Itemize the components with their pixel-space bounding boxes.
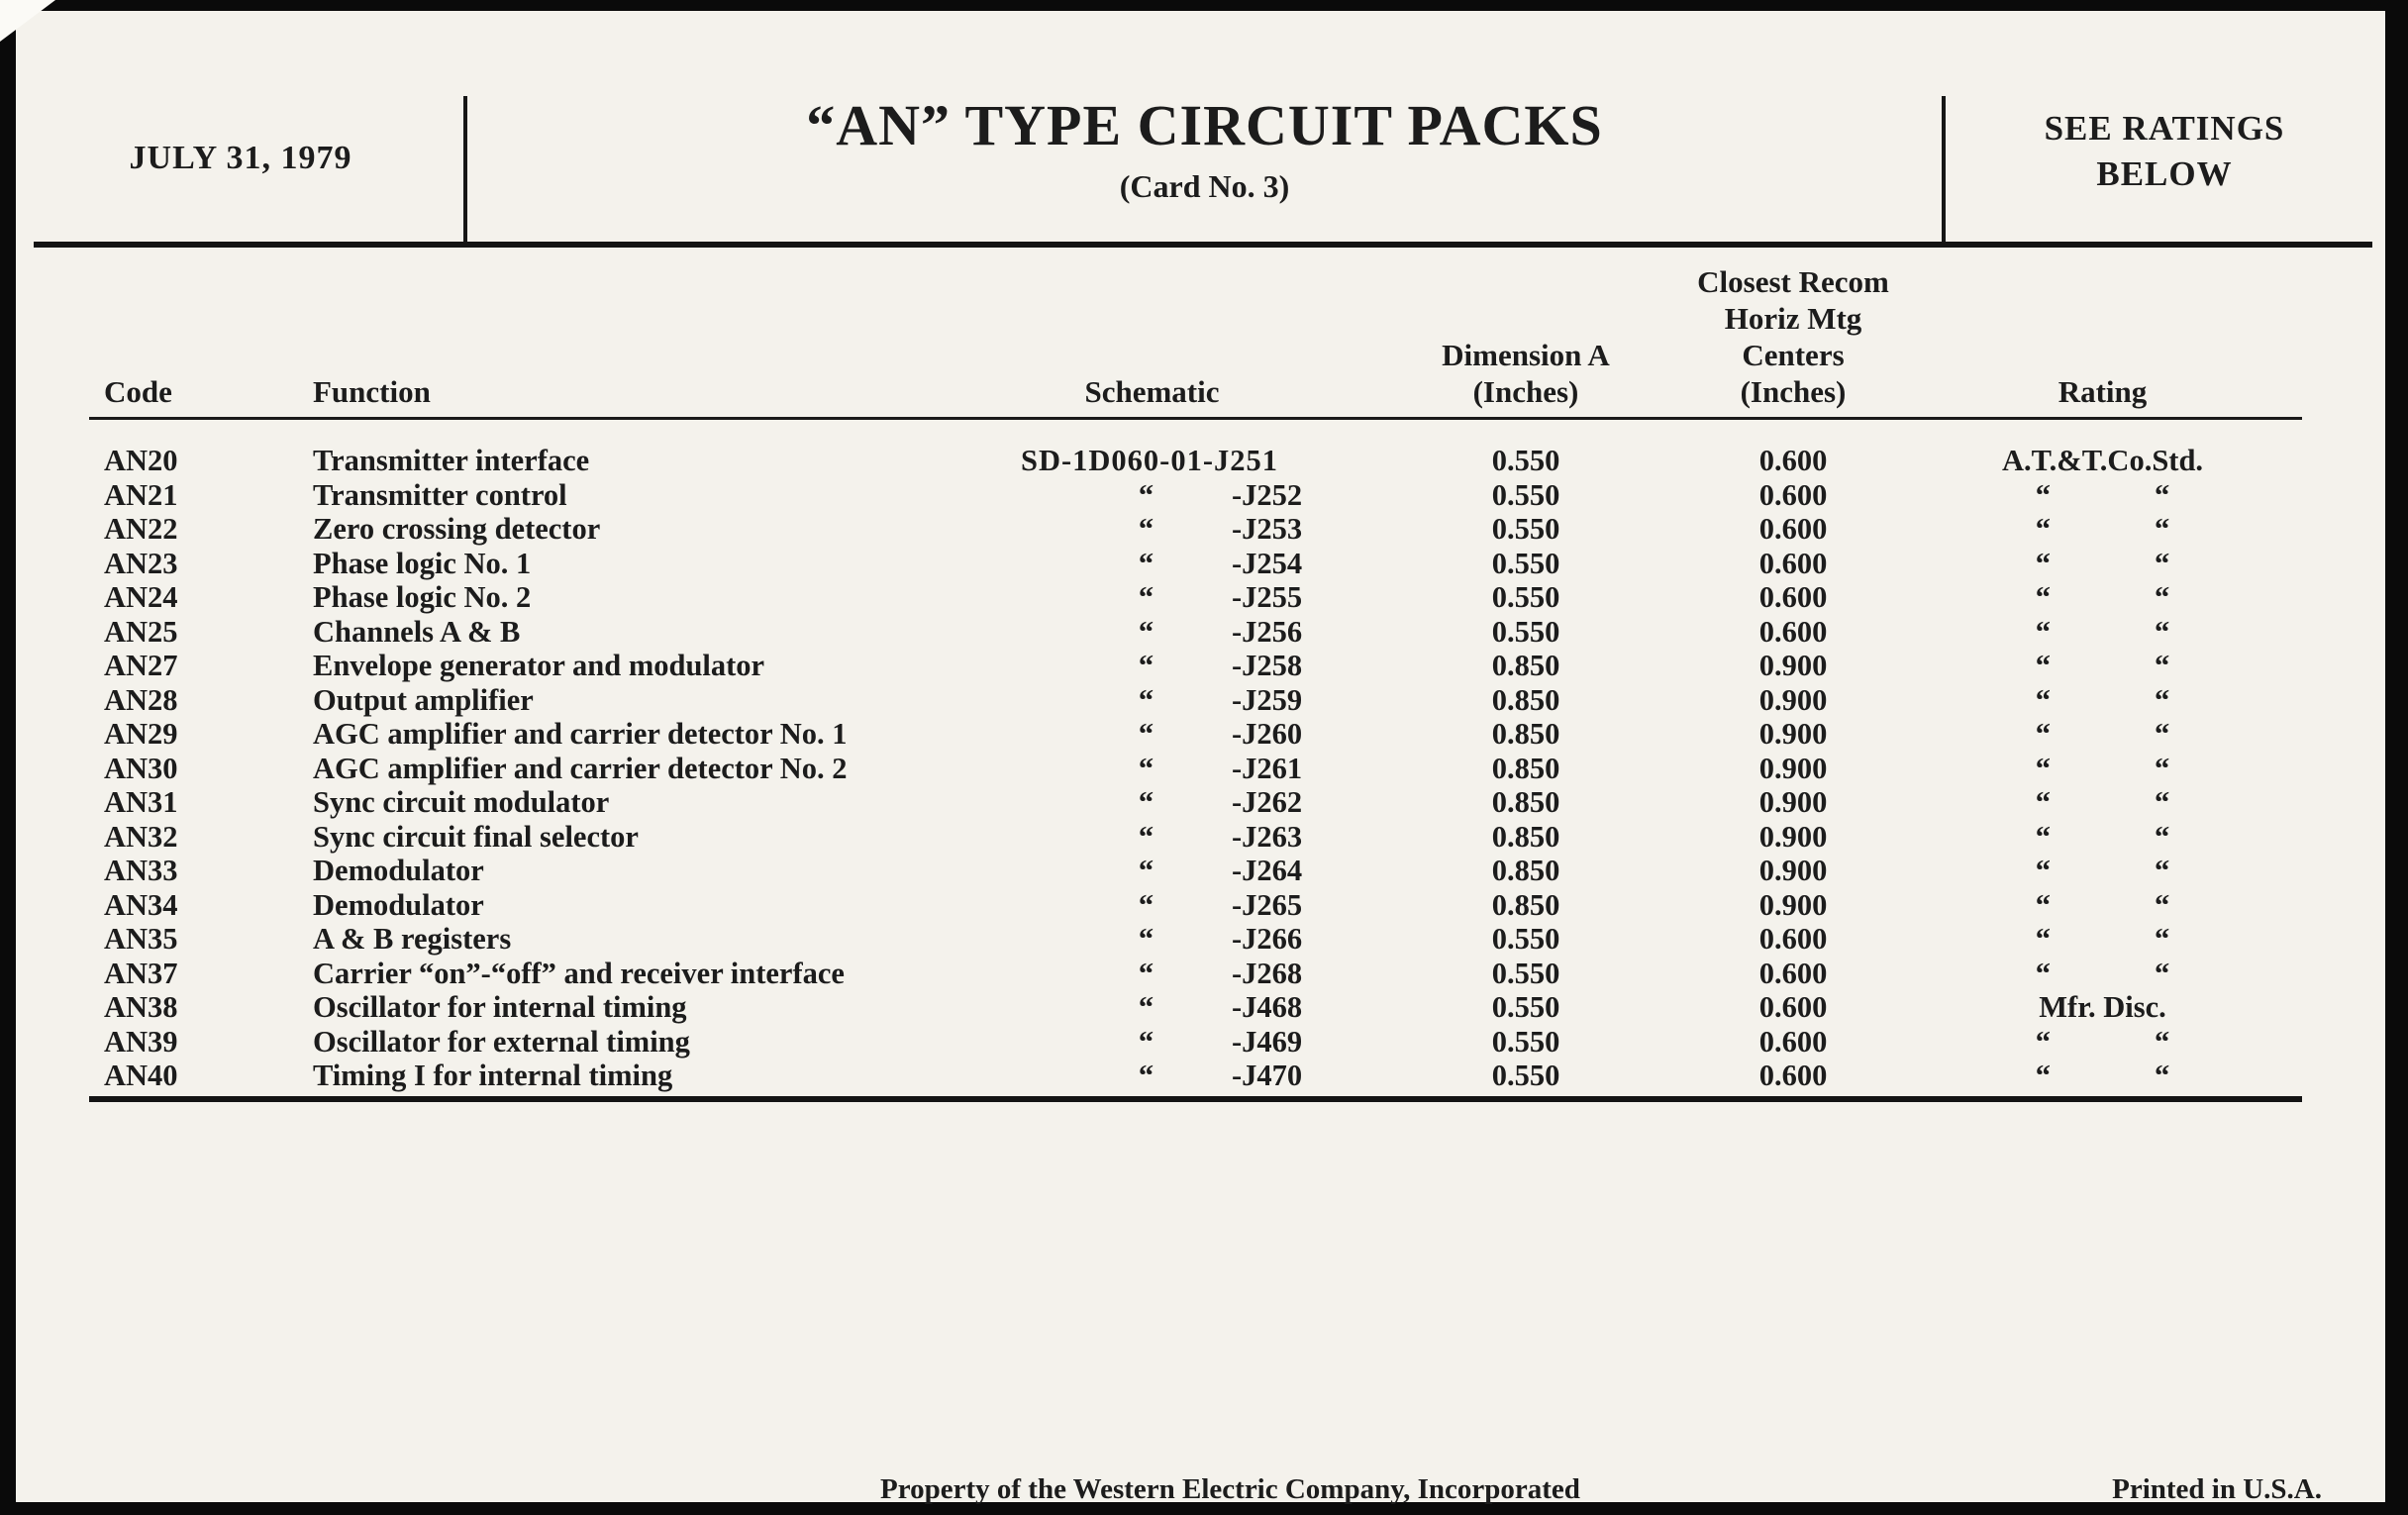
table-row <box>89 1025 2307 1060</box>
cell-mtg-centers: 0.900 <box>1758 751 1828 785</box>
column-header-function: Function <box>313 374 431 409</box>
cell-dimension-a: 0.550 <box>1491 546 1560 580</box>
schematic-number: -J254 <box>1232 546 1303 580</box>
cell-mtg-centers: 0.600 <box>1758 1024 1828 1059</box>
cell-rating <box>1912 752 2293 786</box>
cell-function: Oscillator for external timing <box>313 1024 690 1059</box>
cell-schematic <box>1021 922 1377 957</box>
ditto-mark: “ <box>1138 785 1154 819</box>
cell-schematic <box>1021 1025 1377 1060</box>
cell-rating <box>1912 649 2293 683</box>
cell-function: Phase logic No. 1 <box>313 546 532 580</box>
cell-mtg-centers: 0.600 <box>1758 512 1828 546</box>
page-subtitle: (Card No. 3) <box>1119 168 1290 204</box>
ditto-mark: “ <box>1138 477 1154 512</box>
table-row <box>89 922 2307 957</box>
cell-rating <box>1912 957 2293 991</box>
ditto-mark: “ <box>1138 546 1154 580</box>
cell-function: Transmitter control <box>313 477 567 512</box>
cell-mtg-centers: 0.600 <box>1758 546 1828 580</box>
cell-code: AN33 <box>104 854 178 887</box>
schematic-number: -J260 <box>1232 717 1303 751</box>
schematic-number: -J258 <box>1232 649 1303 682</box>
ditto-mark: “ <box>2155 854 2170 887</box>
schematic-number: -J470 <box>1232 1059 1303 1092</box>
cell-rating <box>1912 683 2293 718</box>
ditto-mark: “ <box>2155 649 2170 682</box>
table-row <box>89 1059 2307 1093</box>
cell-mtg-centers: 0.600 <box>1758 614 1828 649</box>
ditto-mark: “ <box>1138 717 1154 751</box>
ditto-mark: “ <box>1138 819 1154 854</box>
cell-function: Channels A & B <box>313 614 521 649</box>
cell-function: Sync circuit modulator <box>313 785 610 819</box>
table-row <box>89 580 2307 615</box>
table-row <box>89 649 2307 683</box>
cell-mtg-centers: 0.900 <box>1758 649 1828 682</box>
ditto-mark: “ <box>2155 546 2170 580</box>
cell-schematic <box>1021 478 1377 513</box>
cell-function: Output amplifier <box>313 682 534 717</box>
ditto-mark: “ <box>2155 614 2170 649</box>
schematic-number: -J252 <box>1232 477 1303 512</box>
ditto-mark: “ <box>2035 854 2051 887</box>
ditto-mark: “ <box>1138 682 1154 717</box>
card-date: JULY 31, 1979 <box>129 140 352 176</box>
cell-schematic <box>1021 752 1377 786</box>
column-header-centers-line3: Centers <box>1742 338 1845 372</box>
cell-dimension-a: 0.550 <box>1491 512 1560 546</box>
cell-function: AGC amplifier and carrier detector No. 1 <box>313 717 848 751</box>
cell-rating <box>1912 1059 2293 1093</box>
cell-schematic <box>1021 957 1377 991</box>
cell-schematic <box>1021 649 1377 683</box>
ditto-mark: “ <box>1138 512 1154 546</box>
ditto-mark: “ <box>1138 854 1154 887</box>
cell-code: AN35 <box>104 922 178 956</box>
ditto-mark: “ <box>2155 682 2170 717</box>
cell-mtg-centers: 0.600 <box>1758 580 1828 614</box>
cell-function: Timing I for internal timing <box>313 1059 673 1092</box>
ditto-mark: “ <box>2035 580 2051 614</box>
column-header-centers-line1: Closest Recom <box>1697 264 1889 299</box>
ditto-mark: “ <box>2035 717 2051 751</box>
column-header-centers-line4: (Inches) <box>1740 374 1847 409</box>
cell-mtg-centers: 0.600 <box>1758 1059 1828 1092</box>
cell-code: AN29 <box>104 717 178 751</box>
cell-schematic <box>1021 683 1377 718</box>
cell-function: Sync circuit final selector <box>313 819 639 854</box>
table-row <box>89 615 2307 650</box>
cell-schematic <box>1021 820 1377 855</box>
ditto-mark: “ <box>2155 785 2170 819</box>
scanned-card <box>16 11 2385 1505</box>
ditto-mark: “ <box>1138 751 1154 785</box>
cell-rating <box>1912 615 2293 650</box>
card-footer <box>16 1473 2385 1503</box>
table-bottom-rule <box>89 1096 2302 1102</box>
ditto-mark: “ <box>2155 751 2170 785</box>
table-row <box>89 957 2307 991</box>
column-header-dimension-a <box>1377 337 1674 410</box>
column-header-code: Code <box>104 374 172 409</box>
cell-schematic <box>1021 854 1377 888</box>
cell-dimension-a: 0.850 <box>1491 887 1560 922</box>
ditto-mark: “ <box>2035 477 2051 512</box>
table-column-headers <box>89 263 2307 410</box>
cell-dimension-a: 0.550 <box>1491 922 1560 956</box>
ditto-mark: “ <box>2035 682 2051 717</box>
table-row <box>89 752 2307 786</box>
cell-code: AN28 <box>104 682 178 717</box>
cell-function: Zero crossing detector <box>313 512 601 546</box>
cell-code: AN21 <box>104 477 178 512</box>
ditto-mark: “ <box>2035 546 2051 580</box>
column-header-centers-line2: Horiz Mtg <box>1724 301 1862 336</box>
cell-function: Oscillator for internal timing <box>313 990 687 1024</box>
ditto-mark: “ <box>1138 956 1154 990</box>
cell-schematic <box>1021 1059 1377 1093</box>
cell-schematic <box>1021 615 1377 650</box>
table-row <box>89 990 2307 1025</box>
table-row <box>89 854 2307 888</box>
cell-schematic <box>1021 785 1377 820</box>
cell-code: AN25 <box>104 614 178 649</box>
cell-schematic <box>1021 888 1377 923</box>
schematic-number: -J259 <box>1232 682 1303 717</box>
cell-schematic <box>1021 580 1377 615</box>
table-row <box>89 785 2307 820</box>
card-title-block <box>465 92 1944 205</box>
cell-schematic <box>1021 717 1377 752</box>
cell-schematic <box>1021 512 1377 547</box>
cell-mtg-centers: 0.900 <box>1758 854 1828 887</box>
page-title: “AN” TYPE CIRCUIT PACKS <box>806 93 1603 157</box>
cell-mtg-centers: 0.600 <box>1758 990 1828 1024</box>
ditto-mark: “ <box>1138 1059 1154 1092</box>
ditto-mark: “ <box>2155 477 2170 512</box>
column-header-dimension-a-line1: Dimension A <box>1442 338 1610 372</box>
cell-code: AN30 <box>104 751 178 785</box>
cell-mtg-centers: 0.600 <box>1758 922 1828 956</box>
ditto-mark: “ <box>2155 819 2170 854</box>
schematic-number: -J261 <box>1232 751 1303 785</box>
cell-function: Carrier “on”-“off” and receiver interface <box>313 956 845 990</box>
cell-function: Phase logic No. 2 <box>313 580 532 614</box>
cell-function: Demodulator <box>313 887 484 922</box>
cell-mtg-centers: 0.600 <box>1758 956 1828 990</box>
column-header-schematic: Schematic <box>1084 374 1220 409</box>
cell-dimension-a: 0.550 <box>1491 444 1560 477</box>
cell-function: Envelope generator and modulator <box>313 649 765 682</box>
cell-mtg-centers: 0.600 <box>1758 477 1828 512</box>
table-row <box>89 478 2307 513</box>
ditto-mark: “ <box>2155 1024 2170 1059</box>
schematic-number: -J262 <box>1232 785 1303 819</box>
ditto-mark: “ <box>1138 887 1154 922</box>
ditto-mark: “ <box>2035 785 2051 819</box>
cell-dimension-a: 0.550 <box>1491 990 1560 1024</box>
schematic-number: -J268 <box>1232 956 1303 990</box>
schematic-number: -J468 <box>1232 990 1303 1024</box>
ditto-mark: “ <box>2155 956 2170 990</box>
cell-code: AN39 <box>104 1024 178 1059</box>
schematic-number: -J256 <box>1232 614 1303 649</box>
cell-mtg-centers: 0.900 <box>1758 887 1828 922</box>
footer-property-notice: Property of the Western Electric Company, Incorporated <box>880 1473 1580 1505</box>
column-header-rule <box>89 417 2302 420</box>
ditto-mark: “ <box>1138 580 1154 614</box>
cell-rating <box>1912 580 2293 615</box>
cell-dimension-a: 0.550 <box>1491 956 1560 990</box>
cell-dimension-a: 0.850 <box>1491 785 1560 819</box>
cell-rating <box>1912 820 2293 855</box>
schematic-number: -J263 <box>1232 819 1303 854</box>
header-divider-right <box>1942 96 1946 243</box>
cell-schematic <box>1021 444 1377 478</box>
cell-code: AN24 <box>104 580 178 614</box>
cell-code: AN20 <box>104 444 178 477</box>
cell-rating <box>1912 512 2293 547</box>
ditto-mark: “ <box>1138 922 1154 956</box>
ditto-mark: “ <box>2035 922 2051 956</box>
ratings-note-line1: SEE RATINGS <box>2044 109 2285 148</box>
scan-corner-artifact <box>0 0 55 42</box>
footer-printed-note: Printed in U.S.A. <box>2112 1473 2322 1505</box>
cell-code: AN37 <box>104 956 178 990</box>
ditto-mark: “ <box>2035 819 2051 854</box>
ditto-mark: “ <box>1138 1024 1154 1059</box>
column-header-rating: Rating <box>2057 374 2148 409</box>
cell-mtg-centers: 0.900 <box>1758 785 1828 819</box>
table-row <box>89 888 2307 923</box>
ditto-mark: “ <box>2155 922 2170 956</box>
circuit-pack-table-body <box>89 444 2307 1093</box>
cell-dimension-a: 0.850 <box>1491 854 1560 887</box>
ditto-mark: “ <box>2155 512 2170 546</box>
cell-rating: Mfr. Disc. <box>2039 990 2166 1024</box>
ditto-mark: “ <box>2035 887 2051 922</box>
table-row <box>89 820 2307 855</box>
column-header-dimension-a-line2: (Inches) <box>1472 374 1579 409</box>
table-row <box>89 683 2307 718</box>
cell-schematic <box>1021 990 1377 1025</box>
schematic-number: -J255 <box>1232 580 1303 614</box>
cell-function: Demodulator <box>313 854 484 887</box>
schematic-number: -J265 <box>1232 887 1303 922</box>
cell-dimension-a: 0.850 <box>1491 751 1560 785</box>
schematic-number: SD-1D060-01-J251 <box>1021 444 1278 477</box>
cell-code: AN31 <box>104 785 178 819</box>
cell-rating <box>1912 888 2293 923</box>
ditto-mark: “ <box>2035 956 2051 990</box>
table-row <box>89 717 2307 752</box>
ditto-mark: “ <box>2155 887 2170 922</box>
cell-rating <box>1912 785 2293 820</box>
cell-mtg-centers: 0.900 <box>1758 819 1828 854</box>
ditto-mark: “ <box>1138 614 1154 649</box>
ditto-mark: “ <box>1138 649 1154 682</box>
ditto-mark: “ <box>2035 1024 2051 1059</box>
cell-code: AN23 <box>104 546 178 580</box>
ditto-mark: “ <box>2035 1059 2051 1092</box>
cell-rating: A.T.&T.Co.Std. <box>2001 444 2204 477</box>
schematic-number: -J264 <box>1232 854 1303 887</box>
table-row <box>89 512 2307 547</box>
cell-dimension-a: 0.550 <box>1491 614 1560 649</box>
cell-mtg-centers: 0.900 <box>1758 717 1828 751</box>
cell-schematic <box>1021 547 1377 581</box>
cell-code: AN32 <box>104 819 178 854</box>
ditto-mark: “ <box>2035 751 2051 785</box>
table-row <box>89 444 2307 478</box>
cell-rating <box>1912 1025 2293 1060</box>
schematic-number: -J253 <box>1232 512 1303 546</box>
cell-dimension-a: 0.550 <box>1491 477 1560 512</box>
schematic-number: -J266 <box>1232 922 1303 956</box>
cell-rating <box>1912 547 2293 581</box>
cell-rating <box>1912 478 2293 513</box>
header-rule <box>34 242 2372 248</box>
cell-dimension-a: 0.850 <box>1491 649 1560 682</box>
cell-rating <box>1912 854 2293 888</box>
cell-code: AN27 <box>104 649 178 682</box>
cell-dimension-a: 0.850 <box>1491 819 1560 854</box>
ditto-mark: “ <box>2035 614 2051 649</box>
cell-mtg-centers: 0.900 <box>1758 682 1828 717</box>
cell-code: AN38 <box>104 990 178 1024</box>
cell-dimension-a: 0.550 <box>1491 580 1560 614</box>
cell-dimension-a: 0.850 <box>1491 717 1560 751</box>
ditto-mark: “ <box>2155 717 2170 751</box>
header-divider-left <box>463 96 467 243</box>
cell-mtg-centers: 0.600 <box>1758 444 1828 477</box>
cell-code: AN40 <box>104 1059 178 1092</box>
ratings-note <box>1944 106 2385 197</box>
cell-dimension-a: 0.550 <box>1491 1059 1560 1092</box>
schematic-number: -J469 <box>1232 1024 1303 1059</box>
cell-dimension-a: 0.550 <box>1491 1024 1560 1059</box>
cell-rating <box>1912 922 2293 957</box>
ratings-note-line2: BELOW <box>2096 154 2233 193</box>
cell-rating <box>1912 717 2293 752</box>
cell-function: A & B registers <box>313 922 512 956</box>
ditto-mark: “ <box>2035 512 2051 546</box>
ditto-mark: “ <box>2155 1059 2170 1092</box>
cell-code: AN22 <box>104 512 178 546</box>
ditto-mark: “ <box>2155 580 2170 614</box>
cell-function: Transmitter interface <box>313 444 590 477</box>
cell-dimension-a: 0.850 <box>1491 682 1560 717</box>
ditto-mark: “ <box>2035 649 2051 682</box>
ditto-mark: “ <box>1138 990 1154 1024</box>
cell-function: AGC amplifier and carrier detector No. 2 <box>313 751 848 785</box>
table-row <box>89 547 2307 581</box>
cell-code: AN34 <box>104 887 178 922</box>
column-header-centers <box>1674 263 1912 410</box>
